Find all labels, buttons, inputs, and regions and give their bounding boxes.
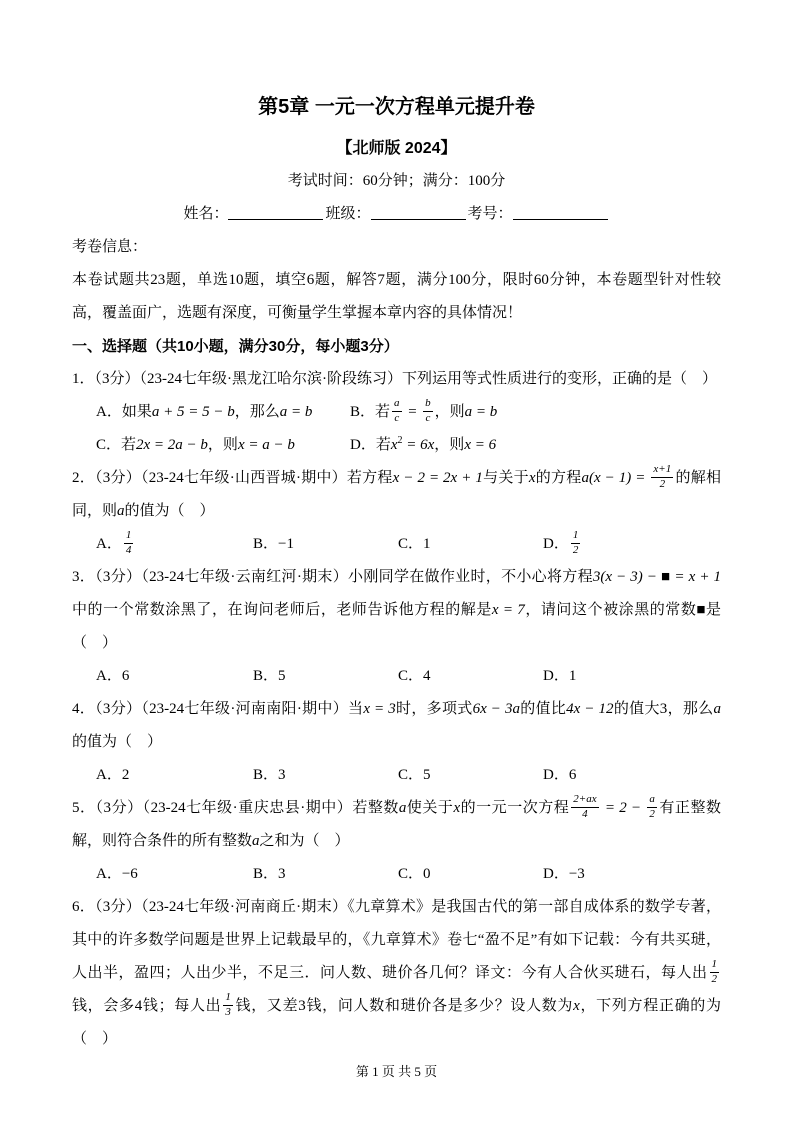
math-expression: a [117, 503, 125, 519]
question-stem: 6．（3分）（23-24七年级·河南商丘·期末）《九章算术》是我国古代的第一部自成体系的数学专著，其中的许多数学问题是世界上记载最早的，《九章算术》卷七“盈不足”有如下记载：今有共买琎，人出半，盈四；人出少半，不足三．问人数、琎价各几何？译文：今有人合伙买琎石，每人出 $\frac{1}{2}$ 钱，会多4钱；每人出 $\frac{1}{3}$ 钱，又差3钱，问人数和琎价各是多少？设人数为x，下列方程正确的为（ ） [72, 899, 721, 1047]
exam-time-score-line: 考试时间：60分钟；满分：100分 [287, 173, 506, 189]
question-stem: 1．（3分）（23-24七年级·黑龙江哈尔滨·阶段练习）下列运用等式性质进行的变形，正确的是（ ） [72, 371, 717, 387]
question-list [72, 363, 721, 1056]
page-number-text: 第 1 页 共 5 页 [355, 1064, 438, 1079]
question-stem: 2．（3分）（23-24七年级·山西晋城·期中）若方程x − 2 = 2x + 1与关于x的方程a(x − 1) = $\frac{x+1}{2}$ 的解相同，则a的值为（ ） [72, 463, 721, 519]
option-D: D．6 [543, 767, 577, 783]
page-title: 第5章 一元一次方程单元提升卷 [258, 96, 535, 118]
math-expression: a(x − 1) = [581, 470, 650, 486]
math-expression: a + 5 = 5 − b [151, 404, 235, 420]
fraction: $\frac{x+1}{2}$ [653, 463, 672, 491]
superscript: 2 [397, 435, 403, 446]
math-expression: = [403, 404, 422, 420]
question-2 [72, 462, 721, 561]
math-expression: a = b [279, 404, 313, 420]
option-D: D．若$x^2 = 6x$，则x = 6 [350, 435, 497, 453]
option-C: C．1 [398, 536, 431, 552]
math-expression: a [713, 701, 721, 717]
option-group [72, 858, 721, 891]
examno-blank [513, 205, 608, 220]
math-expression: x = 3 [363, 701, 396, 717]
fraction: $\frac{1}{2}$ [572, 529, 579, 557]
fraction: $\frac{1}{2}$ [711, 958, 717, 986]
math-expression: x [573, 998, 580, 1014]
math-expression: x [453, 800, 461, 816]
math-expression: 6x − 3a [472, 701, 520, 717]
question-4 [72, 693, 721, 792]
option-B: B．若 $\frac{a}{c}$ = $\frac{b}{c}$ ，则a = b [350, 397, 498, 425]
question-3 [72, 561, 721, 693]
math-expression: x = a − b [237, 437, 295, 453]
option-D: D．1 [543, 668, 577, 684]
math-expression: x [390, 437, 398, 453]
section-heading-choice: 一、选择题（共10小题，满分30分，每小题3分） [72, 338, 399, 355]
class-label: 班级： [325, 206, 371, 222]
option-B: B．−1 [253, 536, 294, 552]
exam-info-text: 本卷试题共23题，单选10题，填空6题，解答7题，满分100分，限时60分钟，本卷题型针对性较高，覆盖面广，选题有深度，可衡量学生掌握本章内容的具体情况！ [72, 272, 721, 321]
option-D: D．−3 [543, 866, 585, 882]
class-blank [371, 205, 466, 220]
math-expression: 2x = 2a − b [136, 437, 208, 453]
option-C: C．若2x = 2a − b，则x = a − b [96, 437, 295, 453]
fraction: $\frac{1}{3}$ [225, 991, 231, 1019]
math-expression: a = b [464, 404, 498, 420]
edition-label: 【北师版 2024】 [336, 140, 457, 157]
question-stem: 5．（3分）（23-24七年级·重庆忠县·期中）若整数a使关于x的一元一次方程 $\frac{2+ax}{4}$ = 2 − $\frac{a}{2}$ 有正整数解，则符合条件的所有整数a之和为（ ） [72, 793, 721, 849]
option-A: A． $\frac{1}{4}$ [96, 529, 132, 557]
math-expression: x = 6 [464, 437, 497, 453]
math-expression: x = 7 [491, 602, 525, 618]
option-group [72, 660, 721, 693]
math-expression: = 2 − [600, 800, 646, 816]
option-B: B．3 [253, 767, 286, 783]
option-C: C．4 [398, 668, 431, 684]
math-expression: = x + 1 [670, 569, 721, 585]
examno-label: 考号： [467, 206, 513, 222]
question-stem: 4．（3分）（23-24七年级·河南南阳·期中）当x = 3时，多项式6x − 3a的值比4x − 12的值大3，那么a的值为（ ） [72, 701, 721, 750]
question-5 [72, 792, 721, 891]
fraction: $\frac{2+ax}{4}$ [573, 793, 597, 821]
option-C: C．0 [398, 866, 431, 882]
option-A: A．−6 [96, 866, 138, 882]
fraction: $\frac{a}{c}$ [394, 397, 400, 425]
math-expression: x [528, 470, 536, 486]
question-1 [72, 363, 721, 462]
exam-info-label: 考卷信息： [72, 239, 148, 255]
option-A: A．6 [96, 668, 130, 684]
page-footer [0, 1061, 793, 1080]
name-label: 姓名： [183, 206, 229, 222]
fraction: $\frac{a}{2}$ [649, 793, 655, 821]
math-expression: a [398, 800, 407, 816]
option-D: D． $\frac{1}{2}$ [543, 529, 579, 557]
option-group [72, 396, 721, 462]
name-blank [228, 205, 323, 220]
option-A: A．2 [96, 767, 130, 783]
option-B: B．3 [253, 866, 286, 882]
option-group [72, 759, 721, 792]
math-expression: 3(x − 3) − [592, 569, 661, 585]
option-A: A．如果a + 5 = 5 − b，那么a = b [96, 404, 313, 420]
math-expression: = 6x [402, 437, 435, 453]
question-6 [72, 891, 721, 1056]
option-B: B．5 [253, 668, 286, 684]
fraction: $\frac{1}{4}$ [125, 529, 132, 557]
option-C: C．5 [398, 767, 431, 783]
question-stem: 3．（3分）（23-24七年级·云南红河·期末）小刚同学在做作业时，不小心将方程3(x − 3) − ■ = x + 1中的一个常数涂黑了，在询问老师后，老师告诉他方程的解是x = 7，请问这个被涂黑的常数■是（ ） [72, 569, 722, 651]
math-expression: x − 2 = 2x + 1 [392, 470, 483, 486]
math-expression: a [252, 833, 260, 849]
fraction: $\frac{b}{c}$ [425, 397, 431, 425]
student-info-line [72, 198, 721, 231]
option-group [72, 528, 721, 561]
math-expression: 4x − 12 [566, 701, 614, 717]
